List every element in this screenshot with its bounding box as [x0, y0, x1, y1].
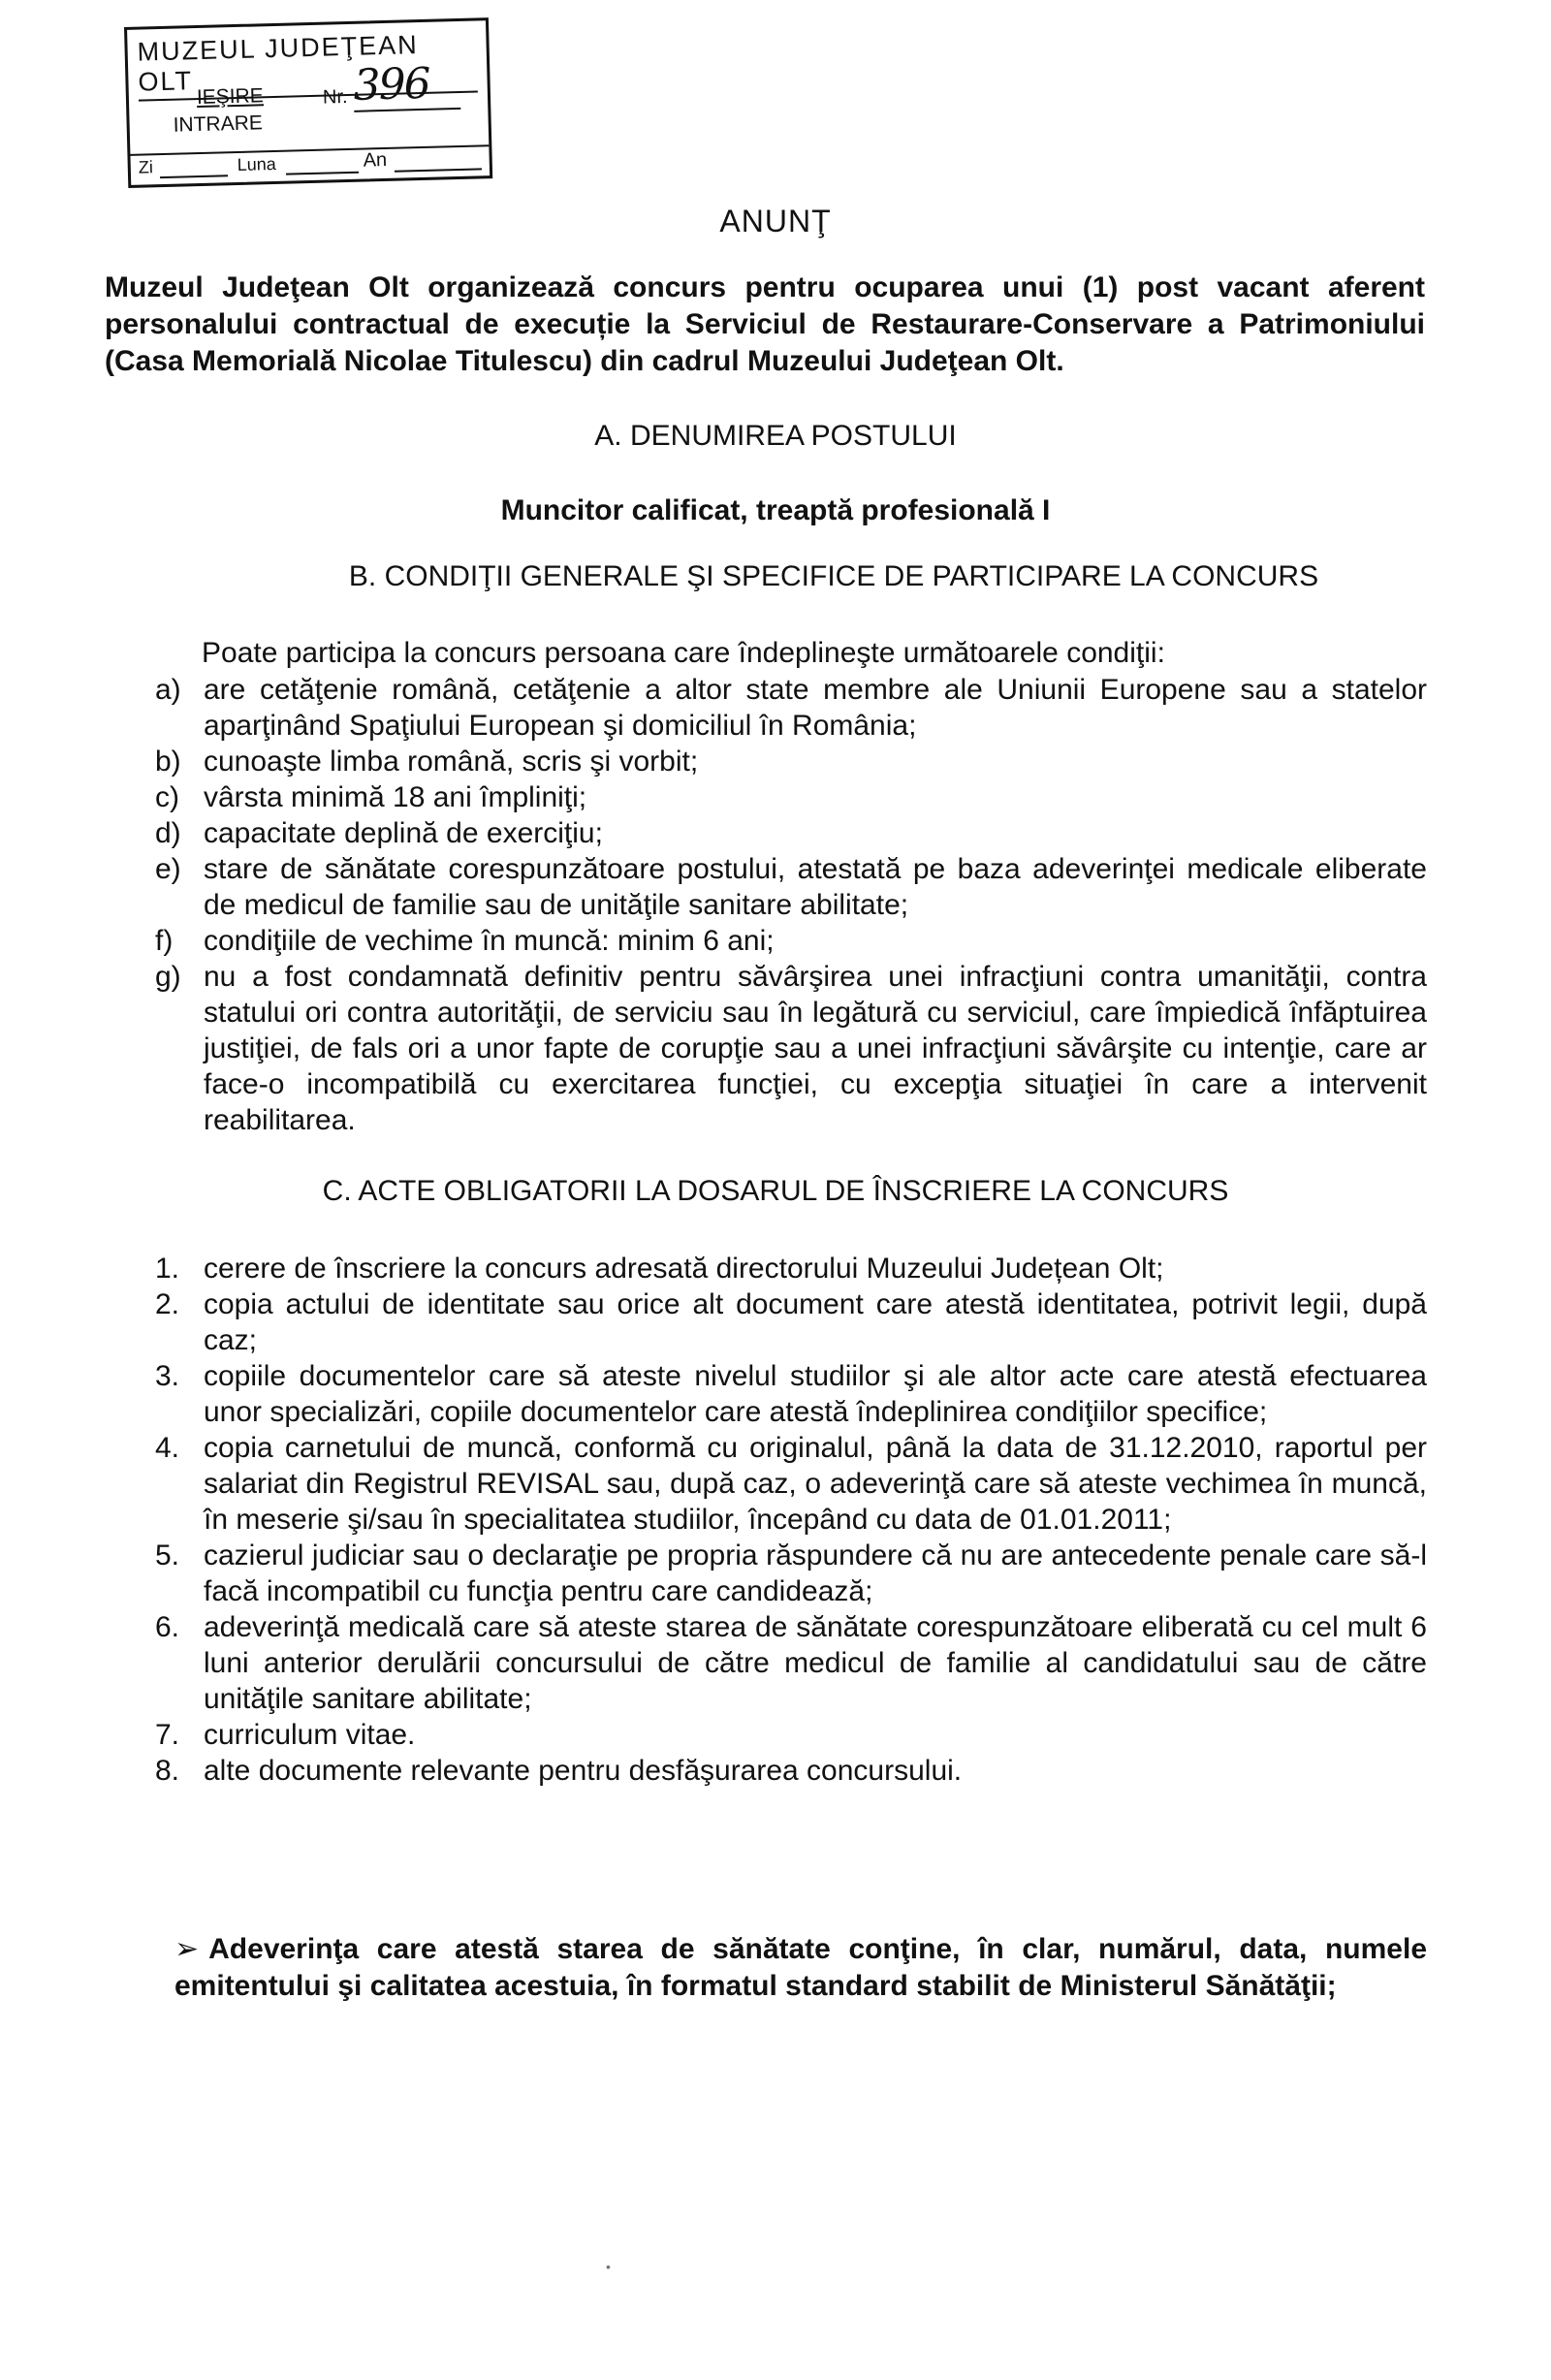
- stamp-divider: [130, 144, 489, 156]
- stamp-intrare: INTRARE: [173, 111, 264, 137]
- list-item: 3. copiile documentelor care să ateste nivelul studiilor şi ale altor acte care atestă efectuarea unor specializări, copiile documentelor care atestă îndeplinirea condiţiilor specifice;: [155, 1360, 1427, 1428]
- list-item: f) condiţiile de vechime în muncă: minim 6 ani;: [155, 925, 775, 957]
- list-item: e) stare de sănătate corespunzătoare postului, atestată pe baza adeverinţei medicale eliberate de medicul de familie sau de unităţile sanitare abilitate;: [155, 853, 1427, 921]
- post-name: Muncitor calificat, treaptă profesională I: [500, 494, 1051, 526]
- list-item: g) nu a fost condamnată definitiv pentru săvârşirea unei infracţiuni contra umanităţii, contra statului ori contra autorităţii, de serviciu sau în legătură cu serviciul, care împiedică înfăptuirea justiţiei, de fals ori a unor fapte de corupţie sau a unei infracţiuni săvârşite cu intenţie, care ar face-o incompatibilă cu exercitarea funcţiei, cu excepţia situaţiei în care a intervenit reabilitarea.: [155, 961, 1427, 1136]
- conditions-list: [155, 672, 1427, 1138]
- list-item: b) cunoaşte limba română, scris şi vorbit;: [155, 746, 699, 777]
- stamp-luna-line: [286, 172, 359, 175]
- list-item: 4. copia carnetului de muncă, conformă cu originalul, până la data de 31.12.2010, raportul per salariat din Registrul REVISAL sau, după caz, o adeverinţă care să ateste vechimea în muncă, în meserie şi/sau în specialitatea studiilor, începând cu data de 01.01.2011;: [155, 1432, 1427, 1536]
- intro-paragraph: Muzeul Judeţean Olt organizează concurs pentru ocuparea unui (1) post vacant aferent personalului contractual de execuție la Serviciul de Restaurare-Conservare a Patrimoniului (Casa Memorială Nicolae Titulescu) din cadrul Muzeului Judeţean Olt.: [105, 271, 1425, 377]
- list-item: 1. cerere de înscriere la concurs adresată directorului Muzeului Județean Olt;: [155, 1253, 1164, 1285]
- stamp-an-line: [395, 168, 482, 172]
- page-title: ANUNŢ: [719, 204, 832, 238]
- stamp-title: MUZEUL JUDEŢEAN OLT: [137, 28, 478, 101]
- scan-speck: •: [606, 2259, 611, 2274]
- stamp-luna: Luna: [237, 153, 277, 175]
- list-item: 7. curriculum vitae.: [155, 1719, 416, 1751]
- stamp-an: An: [363, 148, 388, 172]
- stamp-nr-value: 396: [353, 58, 460, 112]
- stamp-zi: Zi: [138, 157, 154, 177]
- list-item: a) are cetăţenie română, cetăţenie a altor state membre ale Uniunii Europene sau a statelor aparţinând Spaţiului European şi domiciliul în România;: [155, 674, 1427, 742]
- list-item: d) capacitate deplină de exerciţiu;: [155, 817, 603, 849]
- documents-list: [155, 1251, 1427, 1789]
- list-item: 5. cazierul judiciar sau o declaraţie pe propria răspundere că nu are antecedente penale care să-l facă incompatibil cu funcţia pentru care candidează;: [155, 1539, 1427, 1607]
- list-item: 6. adeverinţă medicală care să ateste starea de sănătate corespunzătoare eliberată cu cel mult 6 luni anterior derulării concursului de către medicul de familie al candidatului sau de către unităţile sanitare abilitate;: [155, 1611, 1427, 1715]
- stamp-iesire: IEŞIRE: [196, 84, 265, 110]
- arrow-bullet-icon: ➢: [174, 1933, 200, 1965]
- health-certificate-note: [174, 1931, 1427, 2005]
- section-b-heading: B. CONDIŢII GENERALE ŞI SPECIFICE DE PARTICIPARE LA CONCURS: [348, 560, 1319, 592]
- stamp-zi-line: [160, 175, 228, 178]
- stamp-nr-label: Nr.: [322, 85, 348, 109]
- section-c-heading: C. ACTE OBLIGATORII LA DOSARUL DE ÎNSCRIERE LA CONCURS: [322, 1175, 1229, 1207]
- list-item: c) vârsta minimă 18 ani împliniţi;: [155, 781, 587, 813]
- registration-stamp: [124, 17, 492, 188]
- list-item: 8. alte documente relevante pentru desfăşurarea concursului.: [155, 1755, 963, 1787]
- note-text: Adeverinţa care atestă starea de sănătate conţine, în clar, numărul, data, numele emitentului şi calitatea acestuia, în formatul standard stabilit de Ministerul Sănătăţii;: [174, 1933, 1427, 2002]
- section-a-heading: A. DENUMIREA POSTULUI: [594, 420, 957, 452]
- list-item: 2. copia actului de identitate sau orice alt document care atestă identitatea, potrivit legii, după caz;: [155, 1288, 1427, 1356]
- section-b-lead: Poate participa la concurs persoana care îndeplineşte următoarele condiţii:: [202, 637, 1165, 669]
